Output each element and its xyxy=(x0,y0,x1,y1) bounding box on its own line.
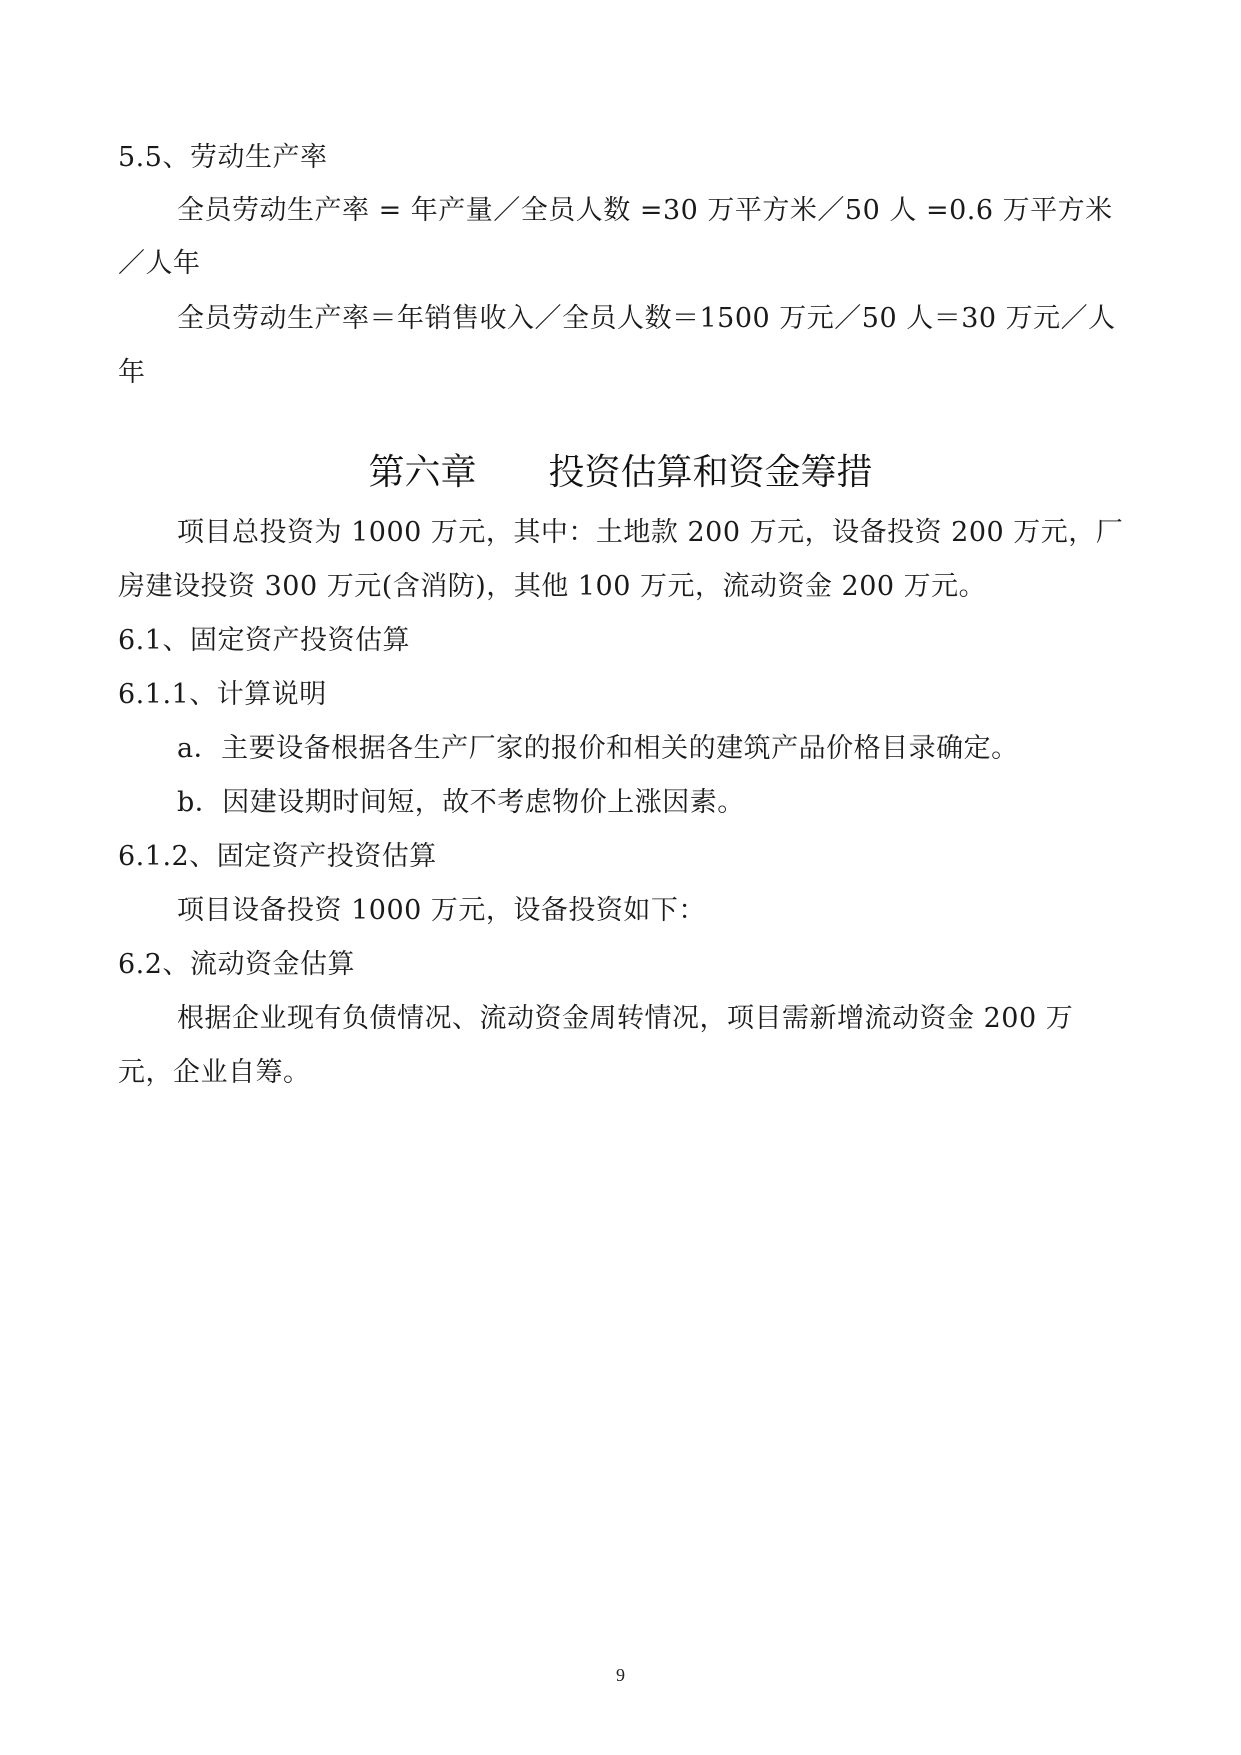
section-6-2-line-2: 元，企业自筹。 xyxy=(118,1057,311,1088)
productivity-formula-2: 全员劳动生产率＝年销售收入／全员人数＝1500 万元／50 人＝30 万元／人 xyxy=(177,303,1116,334)
section-heading-6-1-1: 6.1.1、计算说明 xyxy=(118,679,327,710)
section-heading-6-2: 6.2、流动资金估算 xyxy=(118,949,355,980)
chapter-intro-line-2: 房建设投资 300 万元(含消防)，其他 100 万元，流动资金 200 万元。 xyxy=(118,571,987,602)
section-6-1-2-text: 项目设备投资 1000 万元，设备投资如下： xyxy=(177,895,706,926)
chapter-title: 第六章 投资估算和资金筹措 xyxy=(368,452,873,493)
section-6-2-line-1: 根据企业现有负债情况、流动资金周转情况，项目需新增流动资金 200 万 xyxy=(177,1003,1074,1034)
section-heading-6-1-2: 6.1.2、固定资产投资估算 xyxy=(118,841,437,872)
page-number: 9 xyxy=(616,1665,625,1685)
productivity-formula-1: 全员劳动生产率 = 年产量／全员人数 =30 万平方米／50 人 =0.6 万平方米 xyxy=(177,195,1113,226)
section-heading-6-1: 6.1、固定资产投资估算 xyxy=(118,625,410,656)
chapter-intro-line-1: 项目总投资为 1000 万元，其中：土地款 200 万元，设备投资 200 万元，厂 xyxy=(177,517,1124,548)
list-item-a: a．主要设备根据各生产厂家的报价和相关的建筑产品价格目录确定。 xyxy=(177,733,1019,764)
list-item-b: b．因建设期时间短，故不考虑物价上涨因素。 xyxy=(177,787,745,818)
productivity-formula-2-continuation: 年 xyxy=(118,357,146,388)
productivity-formula-1-continuation: ／人年 xyxy=(118,248,201,279)
section-heading-5-5: 5.5、劳动生产率 xyxy=(118,142,328,173)
